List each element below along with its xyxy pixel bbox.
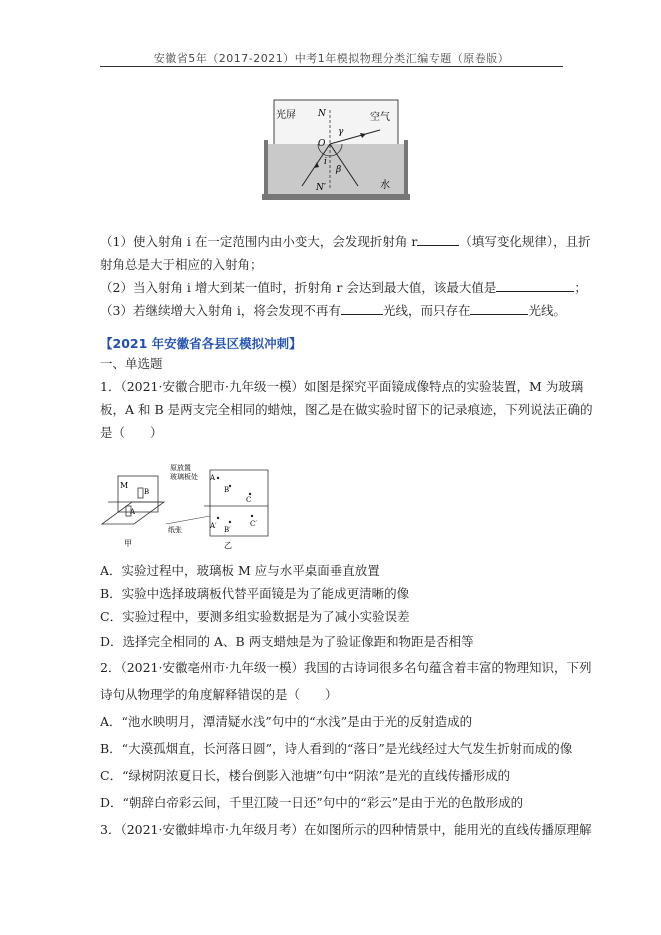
refraction-figure [262, 96, 412, 206]
svg-text:C: C [246, 496, 252, 504]
svg-text:B: B [144, 488, 150, 496]
section-title: 【2021 年安徽省各县区模拟冲刺】 [100, 336, 302, 351]
svg-text:A′: A′ [210, 522, 217, 530]
q1-option-b: B．实验中选择玻璃板代替平面镜是为了能成更清晰的像 [100, 586, 410, 601]
water-label: 水 [380, 180, 390, 191]
svg-text:A: A [130, 508, 136, 516]
q2-option-d: D．“朝辞白帝彩云间，千里江陵一日还”句中的“彩云”是由于光的色散形成的 [100, 795, 524, 810]
q1-option-c: C．实验过程中，要测多组实验数据是为了减小实验误差 [100, 609, 410, 624]
prev-q-line-2: 射角总是大于相应的入射角； [100, 257, 263, 272]
label-yi: 乙 [224, 541, 232, 550]
q2-option-a: A．“池水映明月，潭清疑水浅”句中的“水浅”是由于光的反射造成的 [100, 714, 473, 729]
svg-text:C′: C′ [250, 520, 257, 528]
page-header: 安徽省5年（2017-2021）中考1年模拟物理分类汇编专题（原卷版） [153, 52, 510, 65]
paper-label: 纸张 [168, 526, 182, 534]
prev-q-line-4: （3）若继续增大入射角 i，将会发现不再有 光线，而只存在 光线。 [100, 303, 566, 318]
q2-stem-1: 2．（2021·安徽亳州市·九年级一模）我国的古诗词很多名句蕴含着丰富的物理知识，下列 [100, 660, 592, 675]
answer-blank-2[interactable] [496, 279, 574, 292]
prev-q-line-3: （2）当入射角 i 增大到某一值时，折射角 r 会达到最大值，该最大值是 ； [100, 280, 587, 295]
angle-r-label: γ [338, 127, 344, 137]
angle-b-label: β [336, 165, 342, 175]
answer-blank-1[interactable] [417, 233, 459, 246]
label-jia: 甲 [124, 539, 132, 548]
q1-stem-2: 板，A 和 B 是两支完全相同的蜡烛，图乙是在做实验时留下的记录痕迹，下列说法正确的 [100, 402, 593, 417]
svg-text:B′: B′ [224, 526, 231, 534]
screen-label: 光屏 [276, 110, 296, 121]
normal-top-label: N [318, 109, 326, 119]
label-m: M [120, 481, 129, 490]
answer-blank-3[interactable] [341, 302, 383, 315]
air-label: 空气 [370, 112, 390, 123]
header-rule [100, 66, 563, 67]
paper-sheet [210, 470, 268, 536]
point-o-label: O [318, 139, 326, 149]
q1-stem-3: 是（ ） [100, 425, 163, 440]
plane-mirror-figure [100, 462, 270, 552]
q1-option-a: A．实验过程中，玻璃板 M 应与水平桌面垂直放置 [100, 563, 380, 578]
glass-note-1: 原放置 [170, 464, 191, 472]
normal-bottom-label: N′ [316, 183, 326, 193]
angle-i-label: i [324, 157, 327, 167]
q1-stem-1: 1．（2021·安徽合肥市·九年级一模）如图是探究平面镜成像特点的实验装置，M 为玻璃 [100, 379, 584, 394]
glass-note-2: 玻璃板处 [170, 473, 198, 481]
q2-option-c: C．“绿树阴浓夏日长，楼台倒影入池塘”句中“阴浓”是光的直线传播形成的 [100, 768, 511, 783]
svg-text:B: B [224, 486, 230, 494]
svg-text:A: A [210, 474, 216, 482]
q1-option-d: D．选择完全相同的 A、B 两支蜡烛是为了验证像距和物距是否相等 [100, 634, 474, 649]
prev-q-line-1: （1）使入射角 i 在一定范围内由小变大，会发现折射角 r （填写变化规律），且折 [100, 234, 591, 249]
q2-option-b: B．“大漠孤烟直，长河落日圆”，诗人看到的“落日”是光线经过大气发生折射而成的像 [100, 741, 573, 756]
subsection-title: 一、单选题 [100, 356, 163, 371]
q2-stem-2: 诗句从物理学的角度解释错误的是（ ） [100, 687, 338, 702]
answer-blank-4[interactable] [470, 302, 528, 315]
q3-stem-1: 3．（2021·安徽蚌埠市·九年级月考）在如图所示的四种情景中，能用光的直线传播原理解 [100, 822, 592, 837]
